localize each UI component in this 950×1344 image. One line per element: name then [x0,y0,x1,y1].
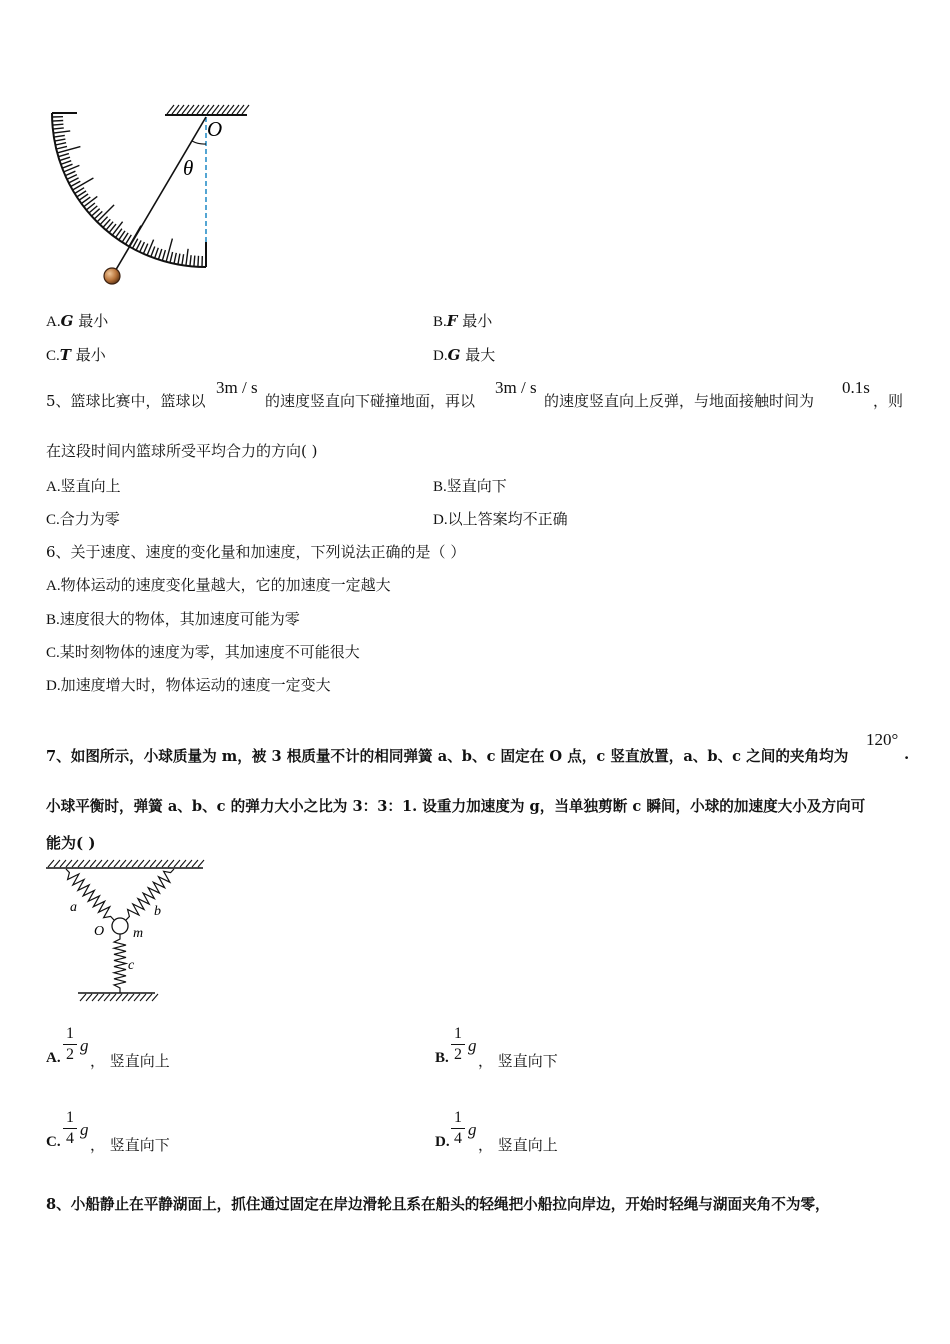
q7-angle: 120° [866,730,899,749]
label-O: O [207,117,223,141]
q7-stem-line2: 小球平衡时，弹簧 a、b、c 的弹力大小之比为 3：3：1. 设重力加速度为 g，当单独剪断 c 瞬间，小球的加速度大小及方向可 [46,798,866,815]
label-O: O [94,924,105,939]
q4-option-c[interactable]: C.T 最小 [46,346,106,364]
q5-velocity-1: 3m / s [216,378,258,397]
ball-m [112,918,128,934]
spring-c [114,934,126,993]
spring-b [126,869,174,920]
q5-stem-part2: 的速度竖直向下碰撞地面，再以 [265,392,476,410]
q5-option-b[interactable]: B.竖直向下 [433,477,507,495]
q5-option-a[interactable]: A.竖直向上 [46,477,121,495]
q4-option-a[interactable]: A.G 最小 [46,312,109,330]
q5-stem-line1: 5、篮球比赛中，篮球以 [46,392,206,410]
fraction: 1 2 [451,1025,465,1064]
q6-option-d[interactable]: D.加速度增大时，物体运动的速度一定变大 [46,676,331,694]
label-m: m [133,926,144,941]
label-a: a [70,900,77,915]
pendulum-ball [104,268,120,284]
bottom-floor-hatch [80,994,158,1001]
fraction: 1 4 [63,1109,77,1148]
q7-stem-line1-end: . [904,745,910,763]
q5-stem-part4: ，则 [873,392,904,410]
protractor-ticks [52,113,206,267]
q6-option-c[interactable]: C.某时刻物体的速度为零，其加速度不可能很大 [46,643,360,661]
q5-option-d[interactable]: D.以上答案均不正确 [433,510,568,528]
q6-option-a[interactable]: A.物体运动的速度变化量越大，它的加速度一定越大 [46,576,391,594]
label-b: b [154,904,161,919]
q7-stem-line1: 7、如图所示，小球质量为 m，被 3 根质量不计的相同弹簧 a、b、c 固定在 O 点，c 竖直放置，a、b、c 之间的夹角均为 [46,748,849,765]
fraction: 1 2 [63,1025,77,1064]
label-theta: θ [183,156,194,180]
springs-figure [40,858,215,1003]
q5-option-c[interactable]: C.合力为零 [46,510,120,528]
q5-stem-line2: 在这段时间内篮球所受平均合力的方向( ) [46,442,318,460]
ceiling-hatch [167,105,249,114]
q4-option-b[interactable]: B.F 最小 [433,312,493,330]
label-c: c [128,958,135,973]
q8-stem-line1: 8、小船静止在平静湖面上，抓住通过固定在岸边滑轮且系在船头的轻绳把小船拉向岸边，开始时轻绳与湖面夹角不为零， [46,1196,830,1213]
pendulum-string [114,117,206,273]
pendulum-protractor-figure [40,95,260,295]
q6-stem: 6、关于速度、速度的变化量和加速度，下列说法正确的是（ ） [46,543,466,561]
top-ceiling-hatch [48,860,204,867]
q5-velocity-2: 3m / s [495,378,537,397]
q6-option-b[interactable]: B.速度很大的物体，其加速度可能为零 [46,610,300,628]
q5-stem-part3: 的速度竖直向上反弹，与地面接触时间为 [544,392,815,410]
q4-option-d[interactable]: D.G 最大 [433,346,496,364]
q5-time: 0.1s [842,378,870,397]
fraction: 1 4 [451,1109,465,1148]
q7-stem-line3: 能为( ) [46,834,96,852]
